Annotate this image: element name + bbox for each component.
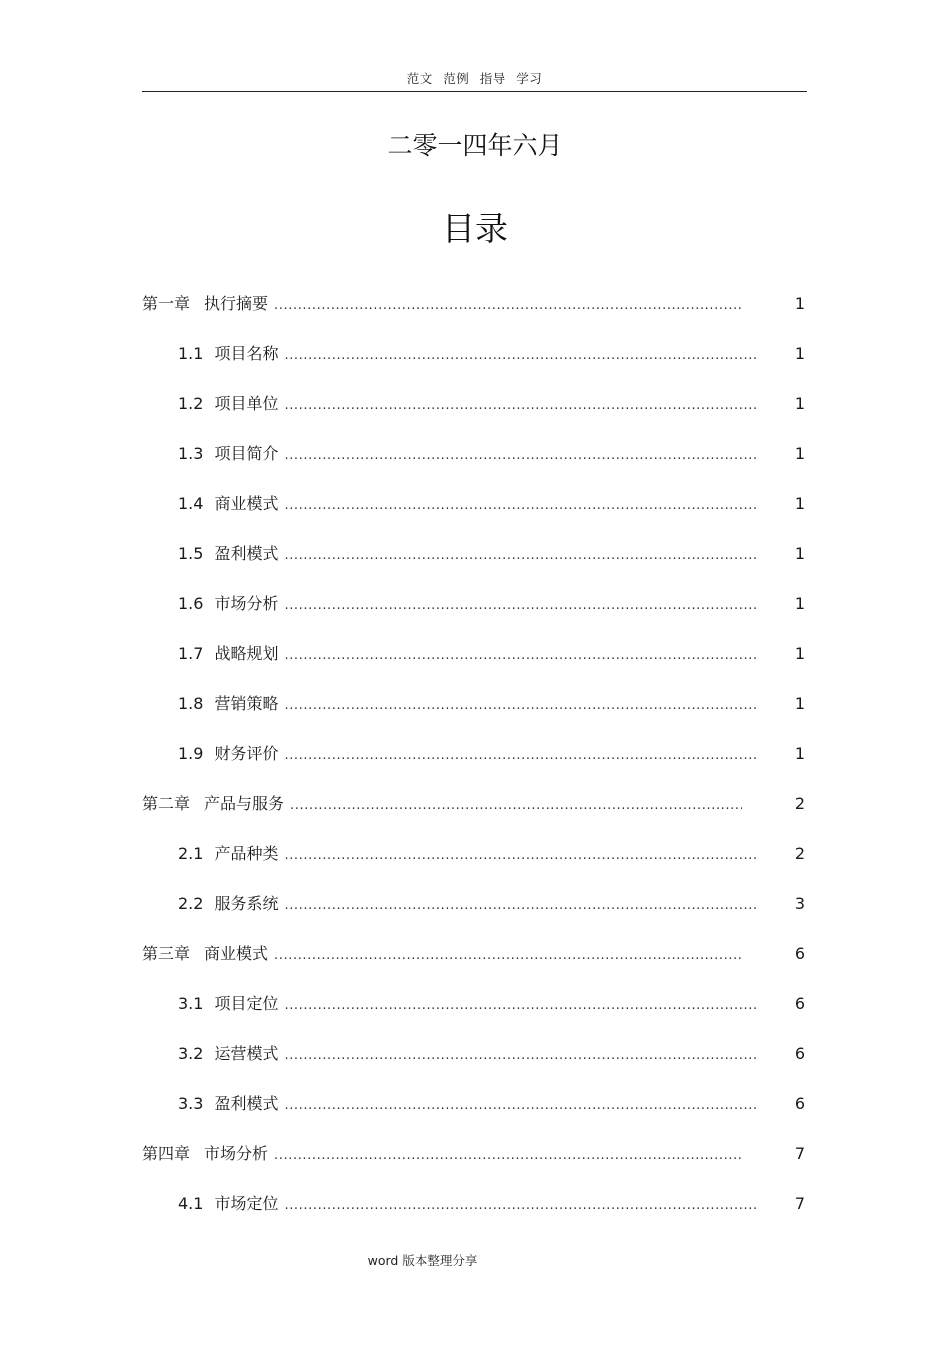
toc-dot-leader bbox=[290, 788, 742, 824]
toc-dot-leader bbox=[284, 888, 757, 924]
toc-entry-label: 商业模式 bbox=[204, 944, 269, 963]
toc-entry-number: 1.6 bbox=[178, 594, 204, 613]
toc-entry-row bbox=[178, 736, 757, 774]
toc-entry-label: 盈利模式 bbox=[214, 1094, 279, 1113]
toc-entry-label: 产品种类 bbox=[214, 844, 279, 863]
toc-page-number: 1 bbox=[794, 544, 805, 563]
toc-entry-row bbox=[178, 536, 757, 574]
toc-entry-label: 商业模式 bbox=[214, 494, 279, 513]
toc-page-number: 2 bbox=[794, 844, 805, 863]
toc-chapter-entry[interactable] bbox=[142, 1136, 807, 1186]
toc-dot-leader bbox=[284, 388, 757, 424]
toc-entry-row bbox=[178, 986, 757, 1024]
toc-entry-row bbox=[178, 636, 757, 674]
toc-dot-leader bbox=[274, 1138, 742, 1174]
toc-entry-label: 市场定位 bbox=[214, 1194, 279, 1213]
toc-entry-number: 1.7 bbox=[178, 644, 204, 663]
toc-entry-number: 第一章 bbox=[142, 294, 191, 313]
toc-entry-number: 1.3 bbox=[178, 444, 204, 463]
toc-entry-number: 3.1 bbox=[178, 994, 204, 1013]
toc-section-entry[interactable] bbox=[142, 836, 807, 886]
toc-dot-leader bbox=[274, 938, 742, 974]
toc-entry-number: 第二章 bbox=[142, 794, 191, 813]
toc-entry-number: 3.3 bbox=[178, 1094, 204, 1113]
toc-entry-label: 盈利模式 bbox=[214, 544, 279, 563]
toc-entry-row bbox=[178, 1036, 757, 1074]
toc-section-entry[interactable] bbox=[142, 336, 807, 386]
toc-entry-label: 项目名称 bbox=[214, 344, 279, 363]
toc-section-entry[interactable] bbox=[142, 1086, 807, 1136]
toc-dot-leader bbox=[284, 1188, 757, 1224]
toc-entry-label: 服务系统 bbox=[214, 894, 279, 913]
toc-entry-number: 2.1 bbox=[178, 844, 204, 863]
toc-entry-label: 执行摘要 bbox=[204, 294, 269, 313]
toc-dot-leader bbox=[284, 488, 757, 524]
toc-page-number: 1 bbox=[794, 494, 805, 513]
toc-entry-number: 1.4 bbox=[178, 494, 204, 513]
toc-page-number: 1 bbox=[794, 294, 805, 313]
toc-entry-number: 2.2 bbox=[178, 894, 204, 913]
toc-entry-row bbox=[178, 1086, 757, 1124]
header-rule bbox=[142, 91, 807, 92]
toc-page-number: 6 bbox=[794, 1094, 805, 1113]
toc-entry-number: 3.2 bbox=[178, 1044, 204, 1063]
toc-entry-label: 项目定位 bbox=[214, 994, 279, 1013]
page-header: 范文 范例 指导 学习 bbox=[406, 71, 543, 86]
toc-entry-number: 1.8 bbox=[178, 694, 204, 713]
toc-dot-leader bbox=[284, 738, 757, 774]
toc-entry-row bbox=[178, 1186, 757, 1224]
toc-entry-row bbox=[178, 586, 757, 624]
toc-section-entry[interactable] bbox=[142, 486, 807, 536]
toc-page-number: 7 bbox=[794, 1144, 805, 1163]
table-of-contents bbox=[142, 286, 807, 1236]
toc-entry-row bbox=[142, 786, 742, 824]
toc-entry-row bbox=[142, 286, 742, 324]
toc-page-number: 6 bbox=[794, 994, 805, 1013]
toc-chapter-entry[interactable] bbox=[142, 936, 807, 986]
page-footer: word 版本整理分享 bbox=[367, 1253, 478, 1268]
toc-dot-leader bbox=[284, 838, 757, 874]
toc-section-entry[interactable] bbox=[142, 1186, 807, 1236]
toc-entry-row bbox=[178, 336, 757, 374]
toc-entry-row bbox=[178, 836, 757, 874]
toc-entry-label: 市场分析 bbox=[204, 1144, 269, 1163]
toc-page-number: 1 bbox=[794, 644, 805, 663]
toc-entry-number: 1.5 bbox=[178, 544, 204, 563]
toc-entry-label: 财务评价 bbox=[214, 744, 279, 763]
toc-dot-leader bbox=[274, 288, 742, 324]
toc-page-number: 6 bbox=[794, 1044, 805, 1063]
toc-page-number: 3 bbox=[794, 894, 805, 913]
toc-chapter-entry[interactable] bbox=[142, 786, 807, 836]
toc-section-entry[interactable] bbox=[142, 736, 807, 786]
toc-dot-leader bbox=[284, 688, 757, 724]
toc-dot-leader bbox=[284, 1038, 757, 1074]
toc-entry-row bbox=[178, 886, 757, 924]
toc-page-number: 1 bbox=[794, 694, 805, 713]
toc-entry-label: 运营模式 bbox=[214, 1044, 279, 1063]
toc-section-entry[interactable] bbox=[142, 436, 807, 486]
toc-section-entry[interactable] bbox=[142, 636, 807, 686]
toc-entry-number: 4.1 bbox=[178, 1194, 204, 1213]
toc-page-number: 7 bbox=[794, 1194, 805, 1213]
toc-dot-leader bbox=[284, 538, 757, 574]
toc-dot-leader bbox=[284, 438, 757, 474]
toc-dot-leader bbox=[284, 988, 757, 1024]
toc-entry-number: 1.2 bbox=[178, 394, 204, 413]
toc-chapter-entry[interactable] bbox=[142, 286, 807, 336]
toc-page-number: 6 bbox=[794, 944, 805, 963]
document-date: 二零一四年六月 bbox=[387, 131, 563, 160]
toc-entry-row bbox=[142, 1136, 742, 1174]
toc-page-number: 1 bbox=[794, 394, 805, 413]
toc-section-entry[interactable] bbox=[142, 686, 807, 736]
toc-entry-number: 1.9 bbox=[178, 744, 204, 763]
toc-entry-row bbox=[178, 386, 757, 424]
toc-entry-label: 营销策略 bbox=[214, 694, 279, 713]
toc-entry-label: 产品与服务 bbox=[204, 794, 285, 813]
toc-entry-row bbox=[178, 436, 757, 474]
toc-section-entry[interactable] bbox=[142, 386, 807, 436]
toc-page-number: 1 bbox=[794, 744, 805, 763]
toc-dot-leader bbox=[284, 588, 757, 624]
toc-page-number: 2 bbox=[794, 794, 805, 813]
toc-entry-number: 第四章 bbox=[142, 1144, 191, 1163]
toc-title: 目录 bbox=[442, 209, 508, 248]
toc-entry-row bbox=[178, 686, 757, 724]
toc-entry-label: 项目单位 bbox=[214, 394, 279, 413]
toc-entry-row bbox=[178, 486, 757, 524]
toc-dot-leader bbox=[284, 638, 757, 674]
toc-entry-label: 战略规划 bbox=[214, 644, 279, 663]
toc-entry-row bbox=[142, 936, 742, 974]
toc-page-number: 1 bbox=[794, 444, 805, 463]
toc-dot-leader bbox=[284, 1088, 757, 1124]
toc-page-number: 1 bbox=[794, 594, 805, 613]
toc-section-entry[interactable] bbox=[142, 886, 807, 936]
toc-section-entry[interactable] bbox=[142, 586, 807, 636]
toc-page-number: 1 bbox=[794, 344, 805, 363]
toc-entry-label: 市场分析 bbox=[214, 594, 279, 613]
toc-entry-number: 1.1 bbox=[178, 344, 204, 363]
toc-entry-label: 项目简介 bbox=[214, 444, 279, 463]
toc-section-entry[interactable] bbox=[142, 986, 807, 1036]
toc-section-entry[interactable] bbox=[142, 536, 807, 586]
toc-entry-number: 第三章 bbox=[142, 944, 191, 963]
toc-dot-leader bbox=[284, 338, 757, 374]
toc-section-entry[interactable] bbox=[142, 1036, 807, 1086]
